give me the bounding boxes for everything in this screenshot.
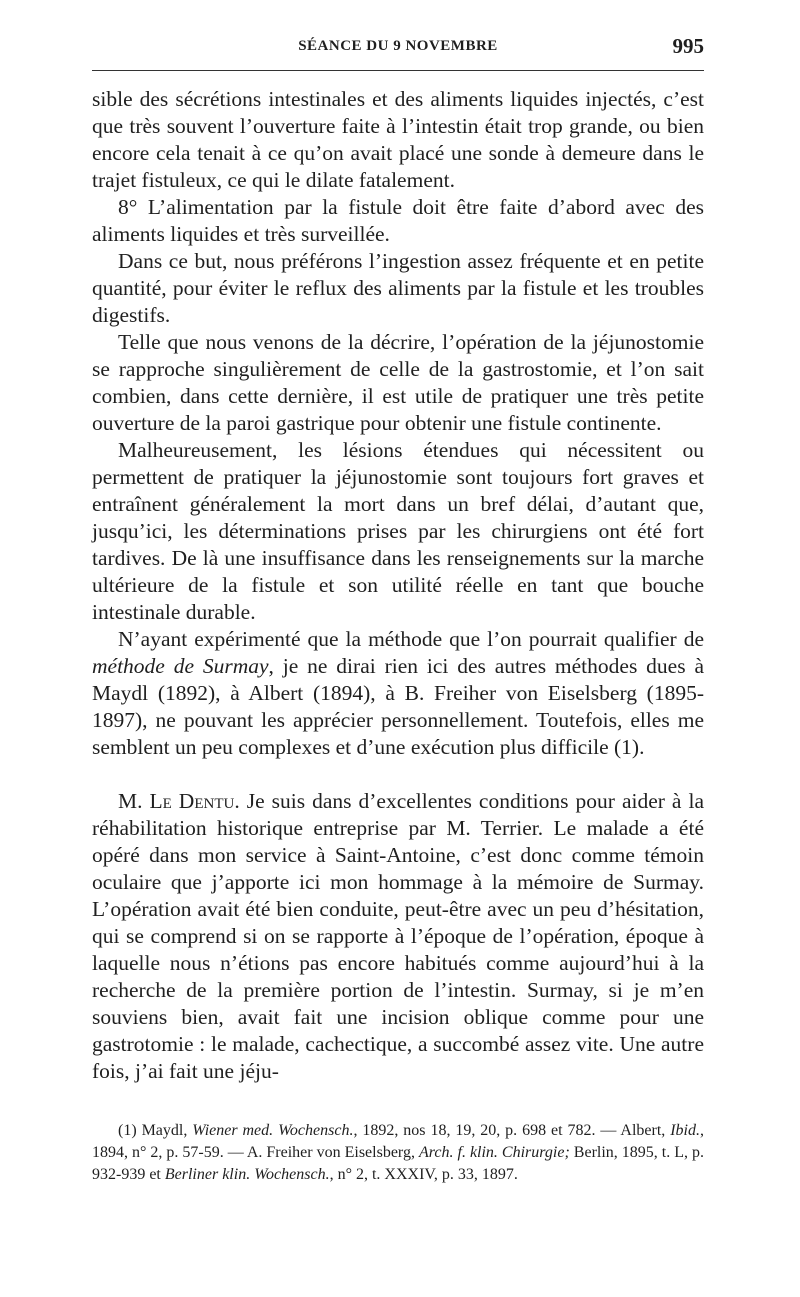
footnote-text-5: , n° 2, t. XXXIV, p. 33, 1897. (329, 1166, 518, 1183)
footnote-italic-4: Berliner klin. Wochensch. (164, 1166, 330, 1183)
paragraph-5: Malheureusement, les lésions étendues qui nécessitent ou permettent de pratiquer la jéjunostomie sont toujours fort graves et entraînent généralement la mort dans un bref délai, d’autant que, jusqu’ici, les déterminations prises par les chirurgiens ont été fort tardives. De là une insuffisance dans les renseignements sur la marche ultérieure de la fistule et son utilité réelle en tant que bouche intestinale durable. (92, 438, 704, 624)
paragraph-6 (92, 626, 704, 761)
page-header (92, 34, 704, 62)
paragraph-7 (92, 788, 704, 1085)
footnote-text-2: , 1892, nos 18, 19, 20, p. 698 et 782. — Albert, (353, 1122, 671, 1139)
paragraph-7-text: Je suis dans d’excellentes conditions pour aider à la réhabilitation historique entreprise par M. Terrier. Le malade a été opéré dans mon service à Saint-Antoine, c’est donc comme témoin oculaire que j’apporte ici mon hommage à la mémoire de Surmay. L’opération avait été bien conduite, peut-être avec un peu d’hésitation, qui se comprend si on se rapporte à l’époque de l’opération, époque à laquelle nous n’étions pas encore habitués comme aujourd’hui à la recherche de la première portion de l’intestin. Surmay, si je m’en souviens bien, avait fait une incision oblique comme pour une gastrotomie : le malade, cachectique, a succombé assez vite. Une autre fois, j’ai fait une jéju- (92, 789, 704, 1083)
header-rule (92, 70, 704, 71)
paragraph-3: Dans ce but, nous préférons l’ingestion assez fréquente et en petite quantité, pour éviter le reflux des aliments par la fistule et les troubles digestifs. (92, 249, 704, 327)
footnote-text-3: , 1894, n° 2, p. 57-59. — A. Freiher von Eiselsberg, (92, 1122, 704, 1161)
paragraph-2: 8° L’alimentation par la fistule doit être faite d’abord avec des aliments liquides et très surveillée. (92, 195, 704, 246)
paragraph-1: sible des sécrétions intestinales et des aliments liquides injectés, c’est que très souvent l’ouverture faite à l’intestin était trop grande, ou bien encore cela tenait à ce qu’on avait placé une sonde à demeure dans le trajet fistuleux, ce qui le dilate fatalement. (92, 87, 704, 192)
paragraph-4: Telle que nous venons de la décrire, l’opération de la jéjunostomie se rapproche singulièrement de celle de la gastrostomie, et l’on sait combien, dans cette dernière, il est utile de pratiquer une très petite ouverture de la paroi gastrique pour obtenir une fistule continente. (92, 330, 704, 435)
paragraph-6-text-a: N’ayant expérimenté que la méthode que l’on pourrait qualifier de (118, 627, 704, 651)
footnote-text-4: Berlin, 1895, t. L, p. 932-939 et (92, 1144, 705, 1183)
footnotes (92, 1120, 704, 1186)
footnote-italic-1: Wiener med. Wochensch. (192, 1122, 354, 1139)
footnote-italic-3: Arch. f. klin. Chirurgie; (418, 1144, 570, 1161)
footnote-1 (92, 1120, 704, 1186)
paragraph-6-italic: méthode de Surmay (92, 654, 269, 678)
speaker-name: M. Le Dentu. (118, 789, 240, 813)
footnote-text-1: (1) Maydl, (118, 1122, 193, 1139)
page-number: 995 (672, 34, 704, 58)
paragraph-6-text-b: , je ne dirai rien ici des autres méthodes dues à Maydl (1892), à Albert (1894), à B. Freiher von Eiselsberg (1895-1897), ne pouvant les apprécier personnellement. Toutefois, elles me semblent un peu complexes et d’une exécution plus difficile (1). (92, 654, 704, 759)
footnote-italic-2: Ibid. (670, 1122, 700, 1139)
running-title: SÉANCE DU 9 NOVEMBRE (298, 38, 498, 54)
main-text (92, 86, 704, 1085)
